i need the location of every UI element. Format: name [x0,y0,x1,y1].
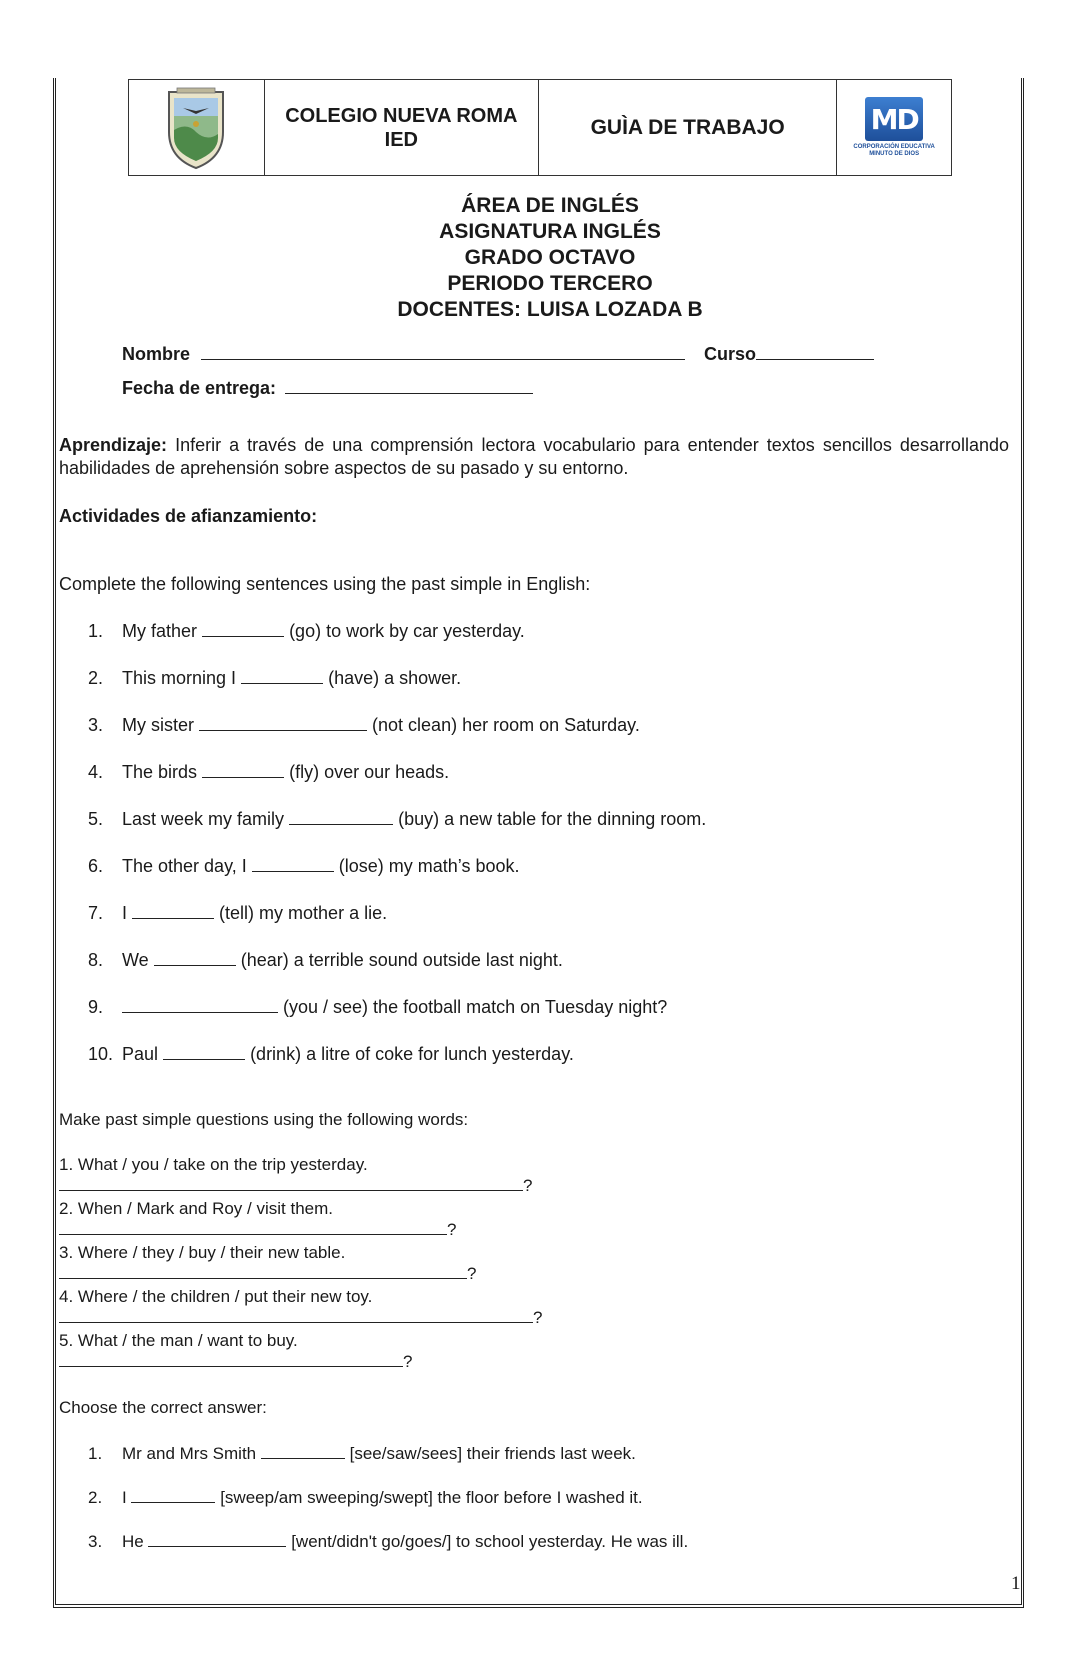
answer-blank[interactable] [199,715,367,731]
title-grade: GRADO OCTAVO [464,246,636,269]
item-number: 6. [88,856,104,876]
school-logo-cell [129,80,265,175]
answer-blank[interactable] [154,950,236,966]
item-after: [see/saw/sees] their friends last week. [349,1444,636,1463]
date-label: Fecha de entrega: [122,378,277,398]
question-mark: ? [403,1352,413,1371]
answer-blank[interactable] [59,1264,467,1279]
item-number: 9. [88,997,104,1017]
item-after: (you / see) the football match on Tuesday night? [283,997,668,1017]
header-table [128,79,952,176]
title-subject: ASIGNATURA INGLÉS [439,220,661,243]
title-teachers: DOCENTES: LUISA LOZADA B [397,298,703,321]
item-after: (tell) my mother a lie. [219,903,388,923]
item-after: [sweep/am sweeping/swept] the floor before I washed it. [220,1488,643,1507]
item-after: (have) a shower. [328,668,462,688]
guide-title-cell [539,80,837,175]
item-after: (hear) a terrible sound outside last night. [240,950,563,970]
learning-label: Aprendizaje: [59,435,168,455]
item-number: 2. [88,668,104,688]
list-item [88,668,461,689]
list-item [88,903,387,924]
name-field[interactable] [201,343,685,360]
list-item [88,950,563,971]
item-before: This morning I [122,668,237,688]
date-field[interactable] [285,377,533,394]
item-before: He [122,1532,144,1551]
item-before: Mr and Mrs Smith [122,1444,257,1463]
document-titles [0,193,1080,323]
question-answer-line [59,1220,456,1240]
list-item [88,809,706,830]
item-after: (not clean) her room on Saturday. [372,715,640,735]
answer-blank[interactable] [59,1352,403,1367]
item-number: 1. [88,621,104,641]
answer-blank[interactable] [131,1487,215,1503]
md-logo-text: MD [870,102,918,136]
name-field-row [122,343,874,365]
answer-blank[interactable] [252,856,334,872]
learning-text: Inferir a través de una comprensión lectora vocabulario para entender textos sencillos desarrollando habilidades de aprehensión sobre aspectos de su pasado y su entorno. [59,435,1009,478]
list-item [88,1487,643,1508]
item-before: I [122,903,128,923]
course-field[interactable] [756,343,874,360]
item-number: 7. [88,903,104,923]
md-corporation-text [848,144,940,158]
item-before: The other day, I [122,856,247,876]
exercise3-instruction: Choose the correct answer: [59,1398,267,1417]
item-after: (lose) my math’s book. [338,856,520,876]
question-mark: ? [533,1308,543,1327]
school-name-line2: IED [384,128,418,151]
item-after: (go) to work by car yesterday. [289,621,525,641]
answer-blank[interactable] [289,809,393,825]
item-after: (buy) a new table for the dinning room. [398,809,707,829]
list-item [88,997,667,1018]
md-logo-icon [865,97,923,141]
list-item [88,621,525,642]
school-shield-icon [165,86,227,170]
title-period: PERIODO TERCERO [447,272,653,295]
answer-blank[interactable] [59,1308,533,1323]
md-corp-line1: CORPORACIÓN EDUCATIVA [853,144,935,150]
title-area: ÁREA DE INGLÉS [461,194,639,217]
question-answer-line [59,1264,476,1284]
answer-blank[interactable] [148,1531,286,1547]
list-item [88,1443,636,1464]
question-prompt: 2. When / Mark and Roy / visit them. [59,1199,333,1218]
question-prompt: 5. What / the man / want to buy. [59,1331,298,1350]
question-mark: ? [467,1264,477,1283]
name-label: Nombre [122,344,191,364]
question-prompt: 4. Where / the children / put their new toy. [59,1287,373,1306]
school-name-line1: COLEGIO NUEVA ROMA [285,104,518,127]
item-after: [went/didn't go/goes/] to school yesterday. He was ill. [291,1532,689,1551]
date-field-row [122,377,533,399]
answer-blank[interactable] [122,997,278,1013]
question-answer-line [59,1176,532,1196]
guide-title: GUÌA DE TRABAJO [590,115,785,139]
item-before: Last week my family [122,809,285,829]
item-number: 5. [88,809,104,829]
answer-blank[interactable] [202,621,284,637]
question-prompt: 1. What / you / take on the trip yesterday. [59,1155,368,1174]
question-answer-line [59,1308,542,1328]
item-number: 3. [88,1532,103,1551]
question-prompt: 3. Where / they / buy / their new table. [59,1243,346,1262]
item-before: The birds [122,762,198,782]
answer-blank[interactable] [59,1176,523,1191]
activities-heading: Actividades de afianzamiento: [59,506,318,526]
item-after: (drink) a litre of coke for lunch yesterday. [250,1044,574,1064]
item-after: (fly) over our heads. [289,762,450,782]
answer-blank[interactable] [261,1443,345,1459]
course-label: Curso [704,344,757,364]
item-number: 8. [88,950,104,970]
question-mark: ? [523,1176,533,1195]
page-number: 1 [1011,1573,1021,1594]
learning-paragraph [59,434,1009,480]
item-before: My father [122,621,198,641]
answer-blank[interactable] [163,1044,245,1060]
item-number: 3. [88,715,104,735]
item-number: 2. [88,1488,103,1507]
list-item [88,856,520,877]
item-before: Paul [122,1044,159,1064]
item-before: My sister [122,715,194,735]
answer-blank[interactable] [59,1220,447,1235]
question-mark: ? [447,1220,457,1239]
exercise1-instruction: Complete the following sentences using the past simple in English: [59,574,591,594]
school-name-cell [265,80,539,175]
answer-blank[interactable] [202,762,284,778]
md-corp-line2: MINUTO DE DIOS [869,151,920,157]
question-answer-line [59,1352,412,1372]
list-item [88,715,640,736]
answer-blank[interactable] [241,668,323,684]
list-item [88,1044,574,1065]
exercise2-instruction: Make past simple questions using the following words: [59,1110,469,1129]
item-before: We [122,950,149,970]
list-item [88,762,449,783]
item-number: 10. [88,1044,114,1064]
answer-blank[interactable] [132,903,214,919]
item-number: 1. [88,1444,103,1463]
md-logo-cell [837,80,951,175]
list-item [88,1531,688,1552]
item-before: I [122,1488,127,1507]
item-number: 4. [88,762,104,782]
